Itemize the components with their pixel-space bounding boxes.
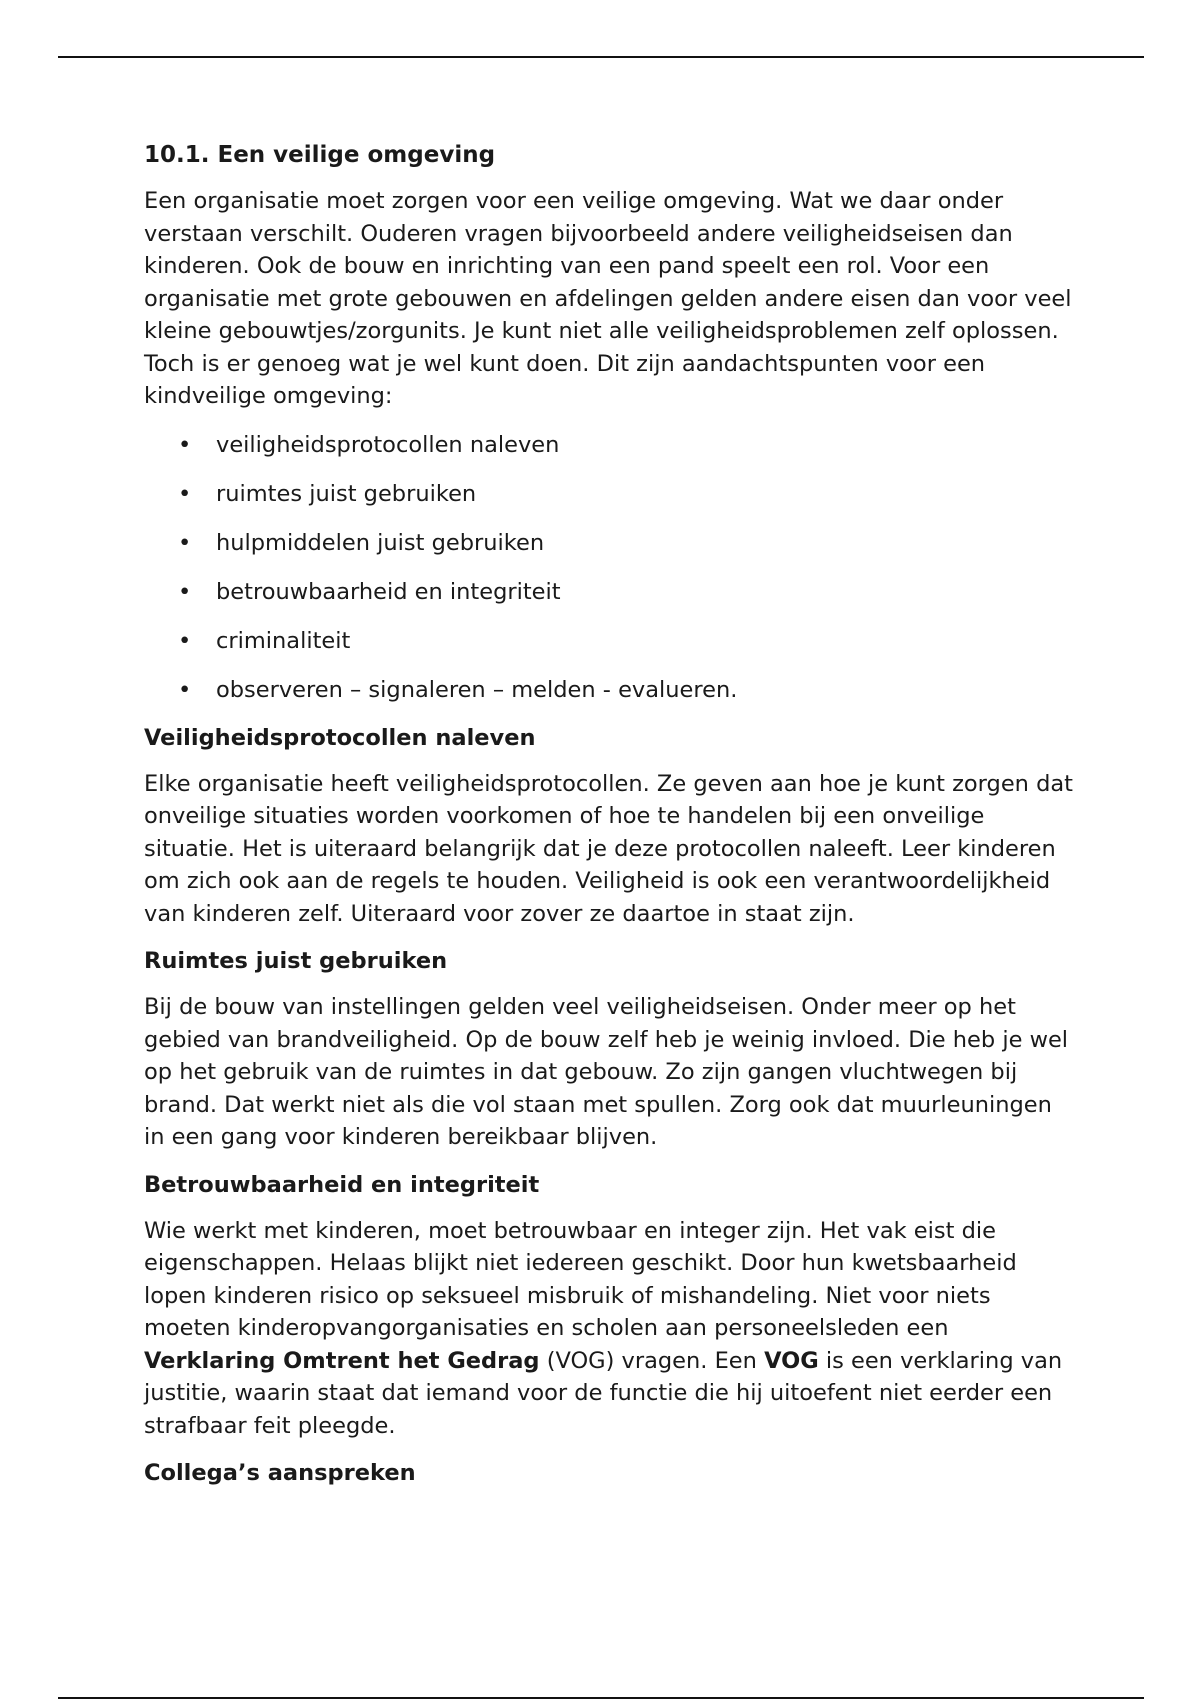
- list-item: [144, 576, 1074, 608]
- paragraph-integrity: [144, 1215, 1074, 1443]
- list-item-text: veiligheidsprotocollen naleven: [216, 431, 560, 458]
- paragraph-protocols: Elke organisatie heeft veiligheidsprotocollen. Ze geven aan hoe je kunt zorgen dat onveilige situaties worden voorkomen of hoe te handelen bij een onveilige situatie. Het is uiteraard belangrijk dat je deze protocollen naleeft. Leer kinderen om zich ook aan de regels te houden. Veiligheid is ook een verantwoordelijkheid van kinderen zelf. Uiteraard voor zover ze daartoe in staat zijn.: [144, 770, 1073, 927]
- list-item: [144, 478, 1074, 510]
- intro-paragraph: Een organisatie moet zorgen voor een veilige omgeving. Wat we daar onder verstaan verschilt. Ouderen vragen bijvoorbeeld andere veiligheidseisen dan kinderen. Ook de bouw en inrichting van een pand speelt een rol. Voor een organisatie met grote gebouwen en afdelingen gelden andere eisen dan voor veel kleine gebouwtjes/zorgunits. Je kunt niet alle veiligheidsproblemen zelf oplossen. Toch is er genoeg wat je wel kunt doen. Dit zijn aandachtspunten voor een kindveilige omgeving:: [144, 188, 1072, 409]
- paragraph-rooms: Bij de bouw van instellingen gelden veel veiligheidseisen. Onder meer op het gebied van brandveiligheid. Op de bouw zelf heb je weinig invloed. Die heb je wel op het gebruik van de ruimtes in dat gebouw. Zo zijn gangen vluchtwegen bij brand. Dat werkt niet als die vol staan met spullen. Zorg ook dat muurleuningen in een gang voor kinderen bereikbaar blijven.: [144, 994, 1069, 1150]
- section-title: 10.1. Een veilige omgeving: [144, 142, 496, 168]
- list-item-text: betrouwbaarheid en integriteit: [216, 578, 561, 605]
- list-item-text: criminaliteit: [216, 627, 351, 654]
- bullet-icon: •: [178, 529, 192, 556]
- heading-protocols: Veiligheidsprotocollen naleven: [144, 724, 536, 751]
- list-item: [144, 527, 1074, 559]
- list-item: [144, 674, 1074, 706]
- vog-full-term: Verklaring Omtrent het Gedrag: [144, 1347, 540, 1374]
- list-item-text: hulpmiddelen juist gebruiken: [216, 529, 545, 556]
- bullet-icon: •: [178, 676, 192, 703]
- heading-colleagues: Collega’s aanspreken: [144, 1460, 416, 1486]
- attention-points-list: [144, 429, 1074, 706]
- vog-abbreviation: VOG: [764, 1347, 819, 1374]
- bottom-rule: [58, 1697, 1144, 1699]
- heading-integrity: Betrouwbaarheid en integriteit: [144, 1171, 540, 1198]
- list-item-text: ruimtes juist gebruiken: [216, 480, 477, 507]
- list-item: [144, 429, 1074, 461]
- integrity-text-part3: is een verklaring van justitie, waarin staat dat iemand voor de functie die hij uitoefent niet eerder een strafbaar feit pleegde.: [144, 1347, 1063, 1439]
- list-item: [144, 625, 1074, 657]
- integrity-text-part1: Wie werkt met kinderen, moet betrouwbaar en integer zijn. Het vak eist die eigenschappen. Helaas blijkt niet iedereen geschikt. Door hun kwetsbaarheid lopen kinderen risico op seksueel misbruik of mishandeling. Niet voor niets moeten kinderopvangorganisaties en scholen aan personeelsleden een: [144, 1217, 1017, 1341]
- top-rule: [58, 56, 1144, 58]
- document-body: [144, 140, 1074, 1503]
- integrity-text-part2: (VOG) vragen. Een: [539, 1347, 765, 1374]
- bullet-icon: •: [178, 480, 192, 507]
- list-item-text: observeren – signaleren – melden - evalueren.: [216, 676, 738, 703]
- bullet-icon: •: [178, 627, 192, 654]
- bullet-icon: •: [178, 578, 192, 605]
- heading-rooms: Ruimtes juist gebruiken: [144, 948, 448, 974]
- bullet-icon: •: [178, 431, 192, 458]
